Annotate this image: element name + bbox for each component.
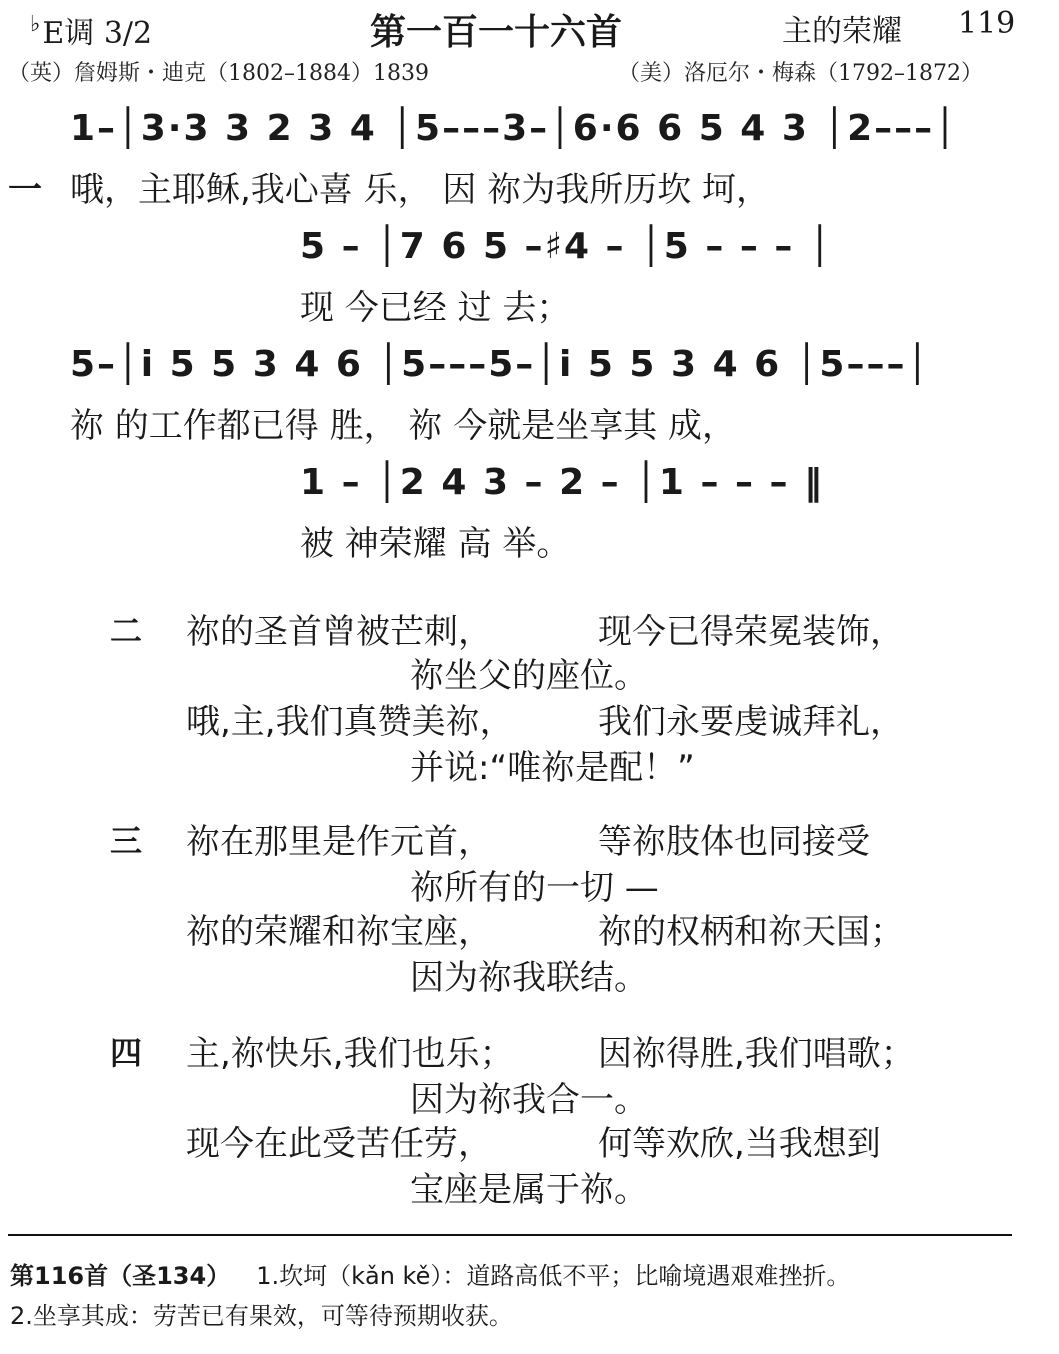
stanza-3-line-2: 祢所有的一切 — <box>410 868 659 908</box>
lyric-line-2: 现 今已经 过 去； <box>300 288 571 328</box>
stanza-3-line-3a: 祢的荣耀和祢宝座， <box>186 912 492 952</box>
page-number: 119 <box>958 6 1016 41</box>
stanza-2-line-1b: 现今已得荣冕装饰， <box>598 612 904 652</box>
stanza-3-line-1b: 等祢肢体也同接受 <box>598 822 870 862</box>
hymn-title: 第一百一十六首 <box>370 12 623 53</box>
stanza-4-line-2: 因为祢我合一。 <box>410 1080 648 1120</box>
notation-line-4: 1 – │2 4 3 – 2 – │1 – – – ‖ <box>300 462 825 503</box>
stanza-3-line-4: 因为祢我联结。 <box>410 958 648 998</box>
flat-sign: ♭ <box>30 12 41 37</box>
stanza-number-4: 四 <box>110 1034 143 1072</box>
footnote-divider <box>8 1234 1012 1236</box>
notation-line-2: 5 – │7 6 5 –♯4 – │5 – – – │ <box>300 226 833 267</box>
stanza-2-line-3b: 我们永要虔诚拜礼， <box>598 702 904 742</box>
stanza-4-line-1b: 因祢得胜,我们唱歌； <box>598 1034 915 1074</box>
stanza-4-line-1a: 主,祢快乐,我们也乐； <box>186 1034 514 1074</box>
composer-credit: （美）洛厄尔・梅森（1792–1872） <box>618 61 983 86</box>
stanza-4-line-3a: 现今在此受苦任劳， <box>186 1124 492 1164</box>
key-signature <box>30 8 152 52</box>
key-text: E调 3/2 <box>42 16 153 51</box>
stanza-2-line-3a: 哦,主,我们真赞美祢， <box>186 702 514 742</box>
hymn-reference: 第116首（圣134） <box>10 1262 231 1290</box>
footnote-2: 2.坐享其成：劳苦已有果效，可等待预期收获。 <box>10 1302 513 1330</box>
stanza-2-line-4: 并说:“唯祢是配！” <box>410 748 695 788</box>
notation-line-3: 5–│i 5 5 3 4 6 │5–––5–│i 5 5 3 4 6 │5–––│ <box>70 344 931 385</box>
hymn-category: 主的荣耀 <box>782 14 902 49</box>
stanza-3-line-3b: 祢的权柄和祢天国； <box>598 912 904 952</box>
stanza-number-3: 三 <box>110 822 143 860</box>
footnote-line-1 <box>10 1256 850 1291</box>
stanza-2-line-2: 祢坐父的座位。 <box>410 656 648 696</box>
lyricist-credit: （英）詹姆斯・迪克（1802–1884）1839 <box>8 61 429 86</box>
lyric-line-3: 祢 的工作都已得 胜， 祢 今就是坐享其 成， <box>70 406 737 446</box>
lyric-line-4: 被 神荣耀 高 举。 <box>300 524 571 564</box>
stanza-4-line-3b: 何等欢欣,当我想到 <box>598 1124 881 1164</box>
notation-line-1: 1–│3·3 3 2 3 4 │5–––3–│6·6 6 5 4 3 │2–––│ <box>70 108 958 149</box>
stanza-3-line-1a: 祢在那里是作元首， <box>186 822 492 862</box>
stanza-4-line-4: 宝座是属于祢。 <box>410 1170 648 1210</box>
stanza-2-line-1a: 祢的圣首曾被芒刺， <box>186 612 492 652</box>
stanza-number-2: 二 <box>110 612 143 650</box>
footnote-1: 1.坎坷（kǎn kě）：道路高低不平；比喻境遇艰难挫折。 <box>256 1262 851 1290</box>
lyric-line-1: 哦，主耶稣,我心喜 乐， 因 祢为我所历坎 坷， <box>70 170 771 210</box>
verse-number-1: 一 <box>8 170 42 210</box>
